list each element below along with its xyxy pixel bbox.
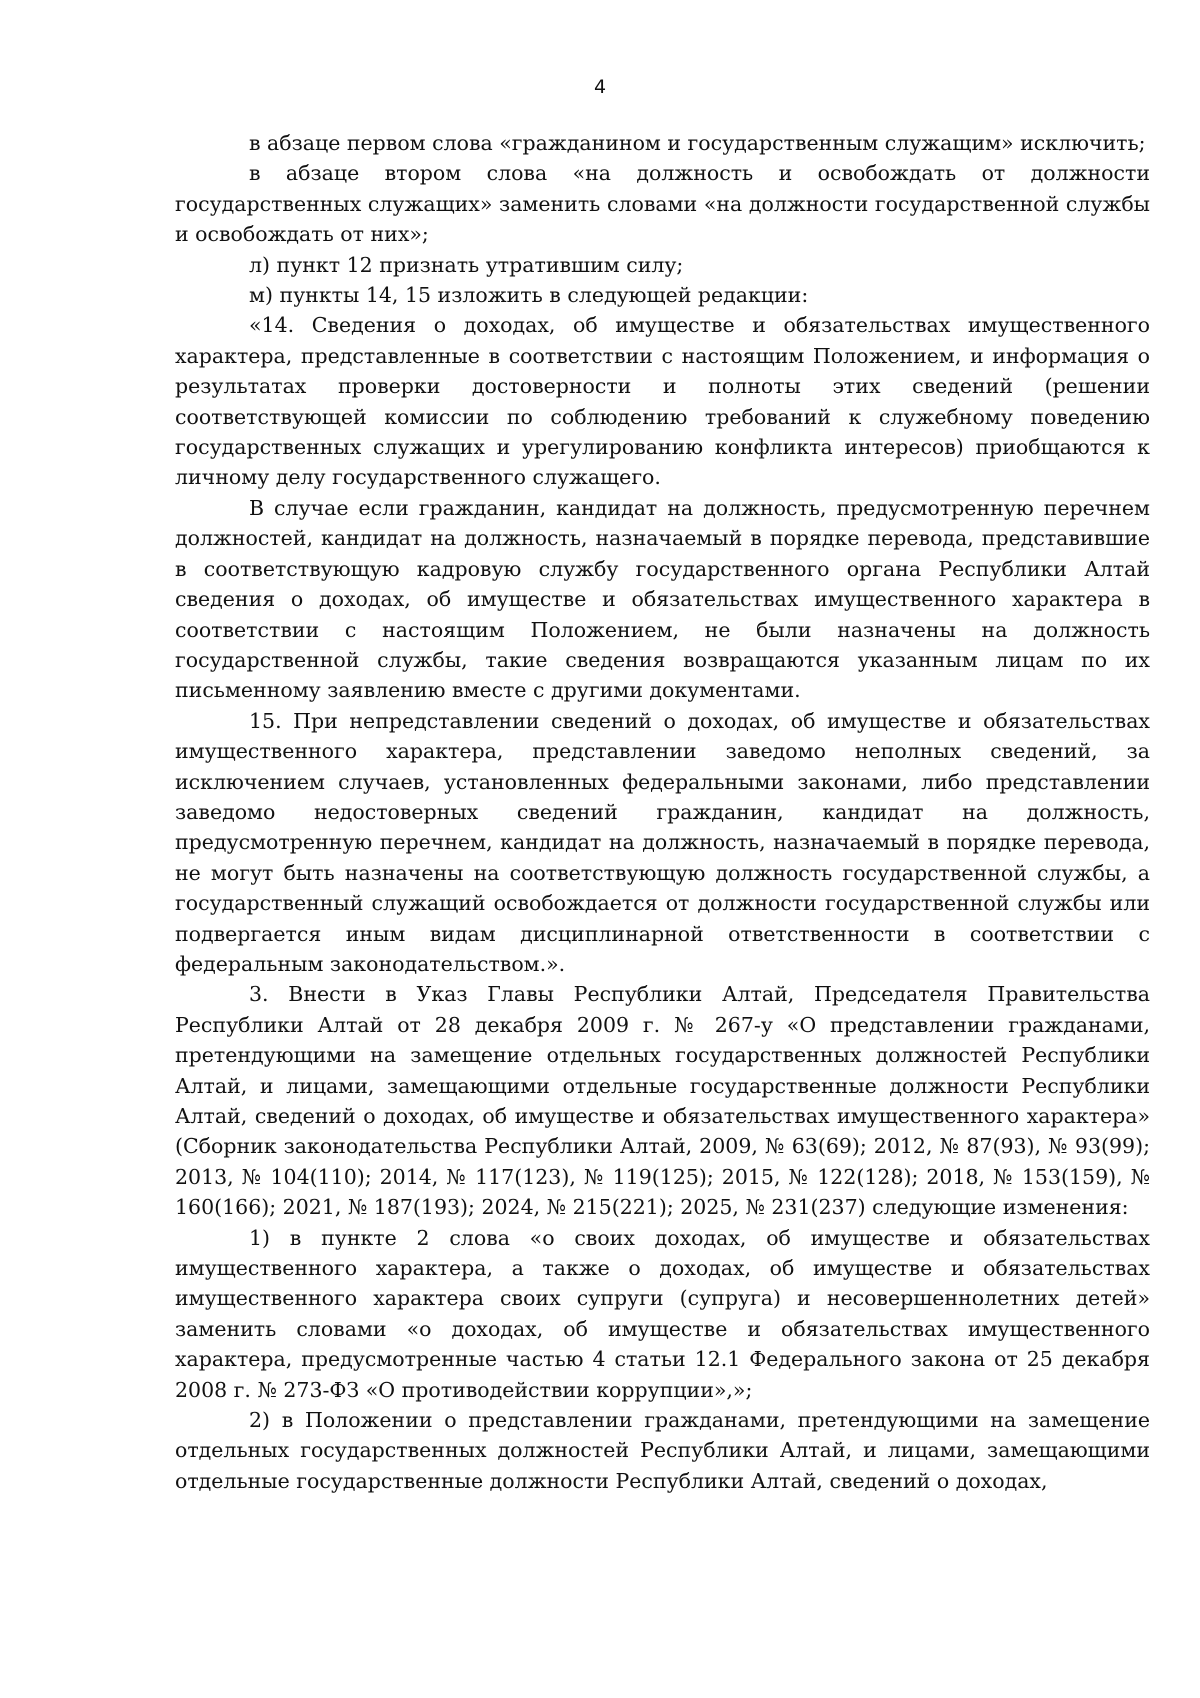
page-number: 4 [593, 76, 607, 98]
paragraph-abzac-second: в абзаце втором слова «на должность и освобождать от должности государственных служащих» заменить словами «на должности государственной службы и освобождать от них»; [175, 161, 1150, 247]
paragraph-item-1: 1) в пункте 2 слова «о своих доходах, об имуществе и обязательствах имущественного характера, а также о доходах, об имуществе и обязательствах имущественного характера своих супруги (супруга) и несовершеннолетних детей» заменить словами «о доходах, об имуществе и обязательствах имущественного характера, предусмотренные частью 4 статьи 12.1 Федерального закона от 25 декабря 2008 г. № 273-ФЗ «О противодействии коррупции»,»; [175, 1225, 1150, 1402]
paragraph-point-15: 15. При непредставлении сведений о доходах, об имуществе и обязательствах имущественного характера, представлении заведомо неполных сведений, за исключением случаев, установленных федеральными законами, либо представлении заведомо недостоверных сведений гражданин, кандидат на должность, предусмотренную перечнем, кандидат на должность, назначаемый в порядке перевода, не могут быть назначены на соответствующую должность государственной службы, а государственный служащий освобождается от должности государственной службы или подвергается иным видам дисциплинарной ответственности в соответствии с федеральным законодательством.». [175, 708, 1150, 976]
paragraph-point-14-case: В случае если гражданин, кандидат на должность, предусмотренную перечнем должностей, кандидат на должность, назначаемый в порядке перевода, представившие в соответствующую кадровую службу государственного органа Республики Алтай сведения о доходах, об имуществе и обязательствах имущественного характера в соответствии с настоящим Положением, не были назначены на должность государственной службы, такие сведения возвращаются указанным лицам по их письменному заявлению вместе с другими документами. [175, 495, 1150, 703]
paragraph-item-m: м) пункты 14, 15 изложить в следующей редакции: [249, 283, 809, 308]
paragraph-item-l: л) пункт 12 признать утратившим силу; [249, 252, 684, 277]
paragraph-item-2: 2) в Положении о представлении гражданами, претендующими на замещение отдельных государственных должностей Республики Алтай, и лицами, замещающими отдельные государственные должности Республики Алтай, сведений о доходах, [175, 1408, 1150, 1493]
paragraph-abzac-first: в абзаце первом слова «гражданином и государственным служащим» исключить; [249, 131, 1146, 155]
document-body [175, 128, 1150, 1496]
paragraph-point-14: «14. Сведения о доходах, об имуществе и обязательствах имущественного характера, представленные в соответствии с настоящим Положением, и информация о результатах проверки достоверности и полноты этих сведений (решении соответствующей комиссии по соблюдению требований к служебному поведению государственных служащих и урегулированию конфликта интересов) приобщаются к личному делу государственного служащего. [175, 313, 1150, 490]
paragraph-section-3: 3. Внести в Указ Главы Республики Алтай, Председателя Правительства Республики Алтай от 28 декабря 2009 г. № 267-у «О представлении гражданами, претендующими на замещение отдельных государственных должностей Республики Алтай, и лицами, замещающими отдельные государственные должности Республики Алтай, сведений о доходах, об имуществе и обязательствах имущественного характера» (Сборник законодательства Республики Алтай, 2009, № 63(69); 2012, № 87(93), № 93(99); 2013, № 104(110); 2014, № 117(123), № 119(125); 2015, № 122(128); 2018, № 153(159), № 160(166); 2021, № 187(193); 2024, № 215(221); 2025, № 231(237) следующие изменения: [175, 982, 1150, 1220]
